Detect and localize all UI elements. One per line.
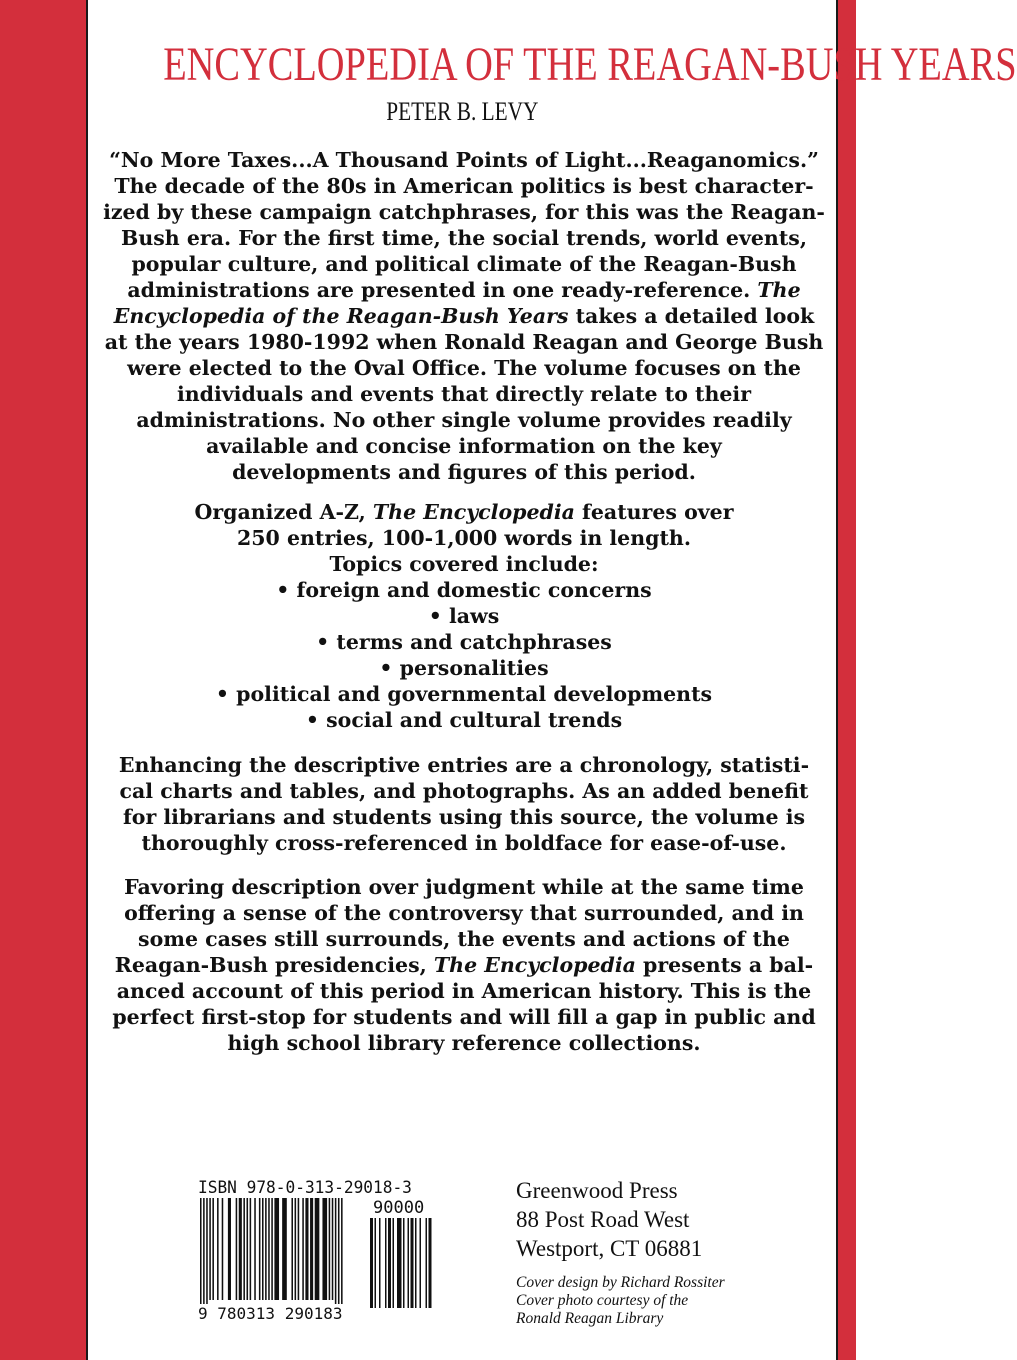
addon-bar <box>370 1218 373 1308</box>
italic-title-text: The <box>757 278 801 302</box>
barcode-bar <box>338 1198 340 1308</box>
text-line: available and concise information on the key <box>206 434 722 458</box>
text-line: Bush era. For the first time, the social trends, world events, <box>121 226 807 250</box>
publisher-info <box>516 1176 702 1263</box>
credit-line: Cover design by Richard Rossiter <box>516 1274 725 1291</box>
text-line <box>98 499 830 525</box>
text-line: offering a sense of the controversy that surrounded, and in <box>124 901 804 925</box>
addon-bar <box>408 1218 410 1308</box>
barcode-bar <box>271 1198 273 1300</box>
barcode-bar <box>247 1198 249 1300</box>
addon-bar <box>429 1218 432 1308</box>
barcode-bar <box>212 1198 214 1300</box>
barcode-bar <box>259 1198 261 1300</box>
author-name: PETER B. LEVY <box>386 97 539 126</box>
addon-bar <box>379 1218 381 1308</box>
barcode-bar <box>295 1198 297 1300</box>
barcode-bar <box>206 1198 208 1308</box>
text-line: “No More Taxes...A Thousand Points of Light...Reaganomics.” <box>109 148 819 172</box>
text-line: Favoring description over judgment while at the same time <box>124 875 804 899</box>
barcode-bar <box>335 1198 337 1308</box>
text-line: ized by these campaign catchphrases, for this was the Reagan- <box>103 200 825 224</box>
text-line: • social and cultural trends <box>305 708 623 732</box>
barcode-bar <box>274 1198 279 1300</box>
barcode-bar <box>239 1198 242 1300</box>
barcode-bar <box>298 1198 300 1300</box>
text-line: • personalities <box>379 656 549 680</box>
text-line: administrations. No other single volume provides readily <box>136 408 792 432</box>
barcode-bar <box>302 1198 304 1300</box>
text-line: • foreign and domestic concerns <box>276 578 652 602</box>
barcode-bar <box>209 1198 211 1300</box>
credit-line: Ronald Reagan Library <box>516 1310 664 1327</box>
barcode-bar <box>341 1198 343 1308</box>
barcode-bar <box>305 1198 308 1300</box>
text-segment: Reagan-Bush presidencies, <box>114 953 434 977</box>
barcode-bar <box>243 1198 245 1300</box>
barcode-bar <box>222 1198 224 1300</box>
barcode-bar <box>254 1198 256 1300</box>
addon-bar <box>385 1218 387 1308</box>
text-line: Topics covered include: <box>329 552 599 576</box>
italic-title-text: The Encyclopedia <box>372 500 575 524</box>
barcode-bar <box>250 1198 252 1300</box>
ean-digits: 9 780313 290183 <box>198 1304 343 1323</box>
publisher-address-line2: Westport, CT 06881 <box>516 1236 703 1261</box>
text-line: high school library reference collections. <box>227 1031 701 1055</box>
text-line <box>98 952 830 978</box>
barcode-bar <box>217 1198 219 1300</box>
text-line <box>98 277 830 303</box>
summary-paragraph <box>98 874 830 1056</box>
text-line: developments and figures of this period. <box>232 460 696 484</box>
barcode-bar <box>291 1198 293 1300</box>
addon-bar <box>403 1218 405 1308</box>
barcode-bar <box>265 1198 267 1300</box>
addon-bar <box>426 1218 428 1308</box>
barcode-bar <box>315 1198 320 1300</box>
price-code: 90000 <box>373 1198 425 1218</box>
isbn-barcode-block <box>198 1178 466 1328</box>
text-segment: presents a bal- <box>635 953 814 977</box>
addon-bar <box>375 1218 377 1308</box>
text-line: individuals and events that directly relate to their <box>176 382 752 406</box>
text-line: • laws <box>428 604 500 628</box>
addon-bar <box>397 1218 402 1308</box>
text-line: at the years 1980-1992 when Ronald Reagan and George Bush <box>104 330 824 354</box>
text-line: perfect first-stop for students and will fill a gap in public and <box>112 1005 816 1029</box>
text-line: were elected to the Oval Office. The volume focuses on the <box>127 356 801 380</box>
description-paragraph <box>98 147 830 485</box>
cover-content-panel <box>86 0 1017 1360</box>
text-line: • terms and catchphrases <box>316 630 612 654</box>
text-segment: Organized A-Z, <box>194 500 373 524</box>
addon-bar <box>415 1218 417 1308</box>
barcode-bar <box>282 1198 287 1300</box>
topics-paragraph <box>98 499 830 733</box>
text-line: popular culture, and political climate of the Reagan-Bush <box>131 252 797 276</box>
barcode-bar <box>329 1198 331 1300</box>
barcode-bar <box>310 1198 313 1300</box>
barcode-bar <box>322 1198 327 1300</box>
cover-credits <box>516 1274 725 1328</box>
publisher-address-line1: 88 Post Road West <box>516 1207 690 1232</box>
publisher-name: Greenwood Press <box>516 1178 678 1203</box>
credit-line: Cover photo courtesy of the <box>516 1292 689 1309</box>
barcode-bar <box>332 1198 334 1300</box>
addon-bar <box>388 1218 391 1308</box>
text-segment: takes a detailed look <box>568 304 815 328</box>
addon-bar <box>411 1218 414 1308</box>
text-line: some cases still surrounds, the events and actions of the <box>138 927 790 951</box>
text-line: thoroughly cross-referenced in boldface for ease-of-use. <box>141 831 787 855</box>
features-paragraph <box>98 752 830 856</box>
barcode-bar <box>262 1198 264 1300</box>
text-line <box>98 303 830 329</box>
barcode-bar <box>203 1198 205 1308</box>
addon-bar <box>420 1218 422 1308</box>
italic-title-text: The Encyclopedia <box>433 953 636 977</box>
text-line: • political and governmental developments <box>215 682 713 706</box>
addon-bar <box>393 1218 395 1308</box>
text-segment: administrations are presented in one ready-reference. <box>127 278 758 302</box>
barcode-bar <box>228 1198 231 1300</box>
text-line: cal charts and tables, and photographs. As an added benefit <box>119 779 809 803</box>
isbn-number: ISBN 978-0-313-29018-3 <box>198 1178 412 1198</box>
italic-title-text: Encyclopedia of the Reagan-Bush Years <box>113 304 569 328</box>
text-line: The decade of the 80s in American politics is best character- <box>114 174 814 198</box>
text-line: Enhancing the descriptive entries are a chronology, statisti- <box>118 753 810 777</box>
barcode-icon <box>198 1196 466 1308</box>
text-line: 250 entries, 100-1,000 words in length. <box>237 526 691 550</box>
barcode-bar <box>236 1198 238 1300</box>
book-title: ENCYCLOPEDIA OF THE REAGAN-BUSH YEARS <box>163 38 1017 91</box>
text-line: anced account of this period in American history. This is the <box>116 979 812 1003</box>
text-line: for librarians and students using this source, the volume is <box>122 805 806 829</box>
text-segment: features over <box>574 500 734 524</box>
barcode-bar <box>268 1198 270 1300</box>
barcode-bar <box>200 1198 202 1308</box>
